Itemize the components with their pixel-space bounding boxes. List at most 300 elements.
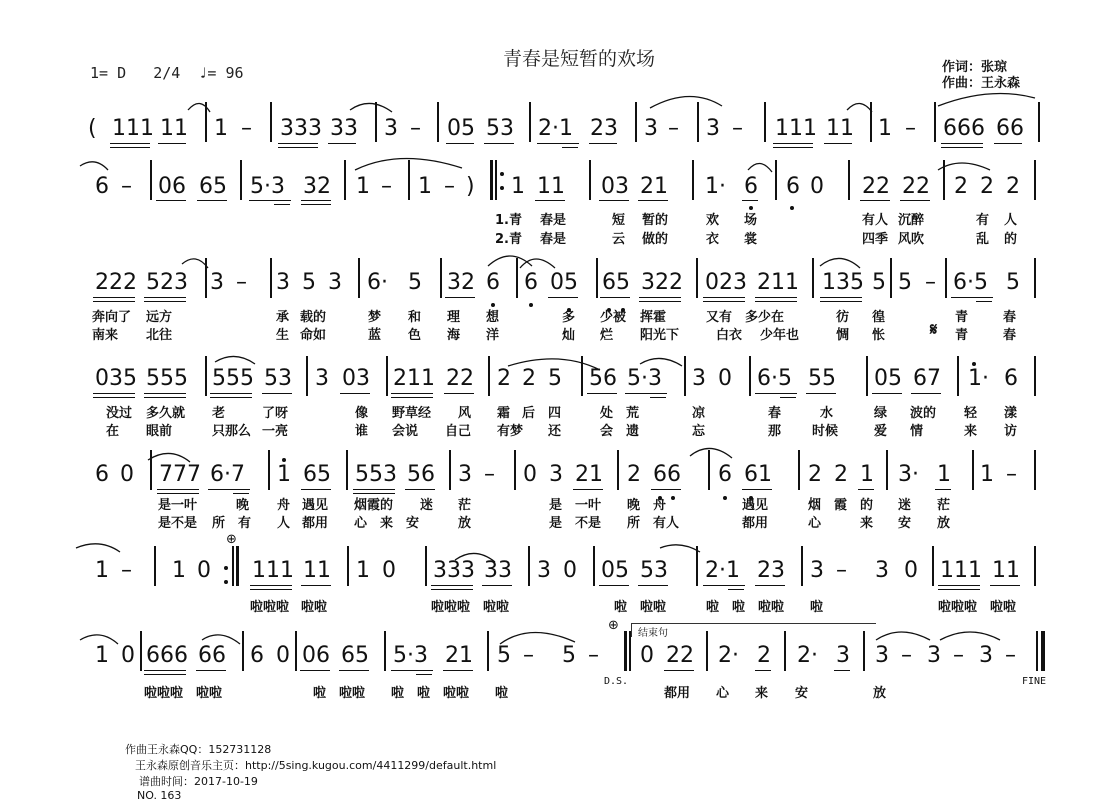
staff-row-1 [0,116,1119,150]
lyrics-row-3-verse-1 [0,306,1119,324]
beam [834,670,850,671]
note: 21 [640,174,668,199]
lyric: 啦啦啦 [250,600,290,615]
lyric: 风吹 [898,232,925,247]
bar-line [932,546,934,586]
beam [639,301,681,302]
lyric: 安 [795,686,809,701]
lyric: 彷 [836,310,850,325]
note: 1 [980,462,994,487]
note: 65 [602,270,630,295]
note: 1 [356,558,370,583]
fine-mark: FINE [1022,676,1047,687]
lyrics-row-2-verse-2 [0,228,1119,246]
lyric: 还 [548,424,562,439]
lyric: 都用 [664,686,691,701]
bar-line [581,356,583,396]
note: 1· [968,366,989,391]
note: 023 [705,270,747,295]
lyric: 眼前 [146,424,173,439]
ds-mark: D.S. [604,676,629,687]
bar-line [449,450,451,490]
note: 2· [718,643,739,668]
note: 67 [913,366,941,391]
lyric: 1.青 [495,213,522,228]
beam [144,397,186,398]
note: 1 [860,462,874,487]
beam [742,200,758,201]
note: 1 [95,558,109,583]
note: 03 [601,174,629,199]
note: 22 [446,366,474,391]
note: – [836,558,847,583]
lyric: 啦 [614,600,628,615]
note: – [241,116,252,141]
beam [93,301,135,302]
lyric: 春 [1003,310,1017,325]
note: 3 [384,116,398,141]
note: 3 [549,462,563,487]
bar-line [934,102,936,142]
lyric: 心 [808,516,822,531]
bar-line [1034,258,1036,298]
bar-line [205,356,207,396]
note: 035 [95,366,137,391]
lyric: 色 [408,328,422,343]
note: 3· [898,462,919,487]
note: 1 [937,462,951,487]
note: 3 [706,116,720,141]
note: 111 [252,558,294,583]
staff-row-7 [0,643,1119,677]
note: 3 [875,643,889,668]
lyric: 云 [612,232,626,247]
lyric: 遗 [626,424,640,439]
lyric: 四 [548,406,562,421]
lyric: 海 [447,328,461,343]
footer-homepage[interactable]: 王永森原创音乐主页：http://5sing.kugou.com/4411299/default.html [135,759,497,772]
key-tempo-info: 1= D 2/4 ♩= 96 [90,64,244,82]
lyric: 晚 [627,498,641,513]
lyric: 奔向了 [92,310,132,325]
lyric: 心 [354,516,368,531]
bar-line [375,102,377,142]
lyric: 忘 [692,424,706,439]
bar-line [945,258,947,298]
lyric: 的 [860,498,874,513]
lyric: 烟 [808,498,822,513]
note: – [484,462,495,487]
beam [156,200,186,201]
note: – [901,643,912,668]
beam [587,393,617,394]
lyric: 远方 [146,310,173,325]
bar-line [764,102,766,142]
beam [443,670,473,671]
beam [482,585,512,586]
beam [416,674,432,675]
beam [93,297,135,298]
lyric: 都用 [742,516,769,531]
lyric: 场 [744,213,758,228]
note: 32 [303,174,331,199]
beam [208,489,250,490]
lyric: 春是 [540,232,567,247]
note: 2 [627,462,641,487]
lyric: 后 [522,406,536,421]
note: 2 [808,462,822,487]
lyric: 波的 [910,406,937,421]
bar-line [812,258,814,298]
note: 555 [146,366,188,391]
footer-number: NO. 163 [137,789,182,802]
note: 555 [212,366,254,391]
beam [391,393,433,394]
final-bar [1036,631,1038,671]
staff-row-5 [0,462,1119,496]
lyric: 的 [1004,232,1018,247]
beam [938,589,980,590]
beam [638,585,668,586]
note: 6 [1004,366,1018,391]
beam [589,143,617,144]
lyric: 啦啦啦 [144,686,184,701]
note: 2 [1006,174,1020,199]
lyric: 安 [898,516,912,531]
lyric: 蓝 [368,328,382,343]
bar-line [242,631,244,671]
bar-line [437,102,439,142]
note: – [732,116,743,141]
lyric: 自己 [445,424,472,439]
lyric: 一叶 [575,498,602,513]
lyric: 晚 [236,498,250,513]
lyric: 梦 [368,310,382,325]
note: 33 [484,558,512,583]
lyric: 啦 [732,600,746,615]
beam [535,200,565,201]
note: 5 [562,643,576,668]
beam [728,589,744,590]
note: 666 [146,643,188,668]
beam [639,297,681,298]
lyric: 那 [768,424,782,439]
note: 0 [904,558,918,583]
bar-line [344,160,346,200]
bar-line [1038,102,1040,142]
lyric: 衣 [706,232,720,247]
staff-row-2 [0,174,1119,208]
note: 05 [550,270,578,295]
beam [780,397,796,398]
note: 111 [940,558,982,583]
note: 11 [537,174,565,199]
beam [650,397,666,398]
lyric: 多 [562,310,576,325]
note: 3 [836,643,850,668]
beam [938,585,980,586]
ending-label: 结束句 [638,628,668,639]
lyrics-row-7 [0,682,1119,700]
beam [278,143,318,144]
beam [755,301,797,302]
beam [110,147,150,148]
lyric: 啦啦 [758,600,785,615]
final-bar [1041,631,1045,671]
lyric: 心 [716,686,730,701]
lyric: 水 [820,406,834,421]
lyric: 轻 [964,406,978,421]
lyric: 在 [106,424,120,439]
bar-line [696,546,698,586]
beam [806,393,836,394]
bar-line [205,102,207,142]
footer-composer: 作曲王永森QQ：152731128 [125,743,272,756]
note: 0 [121,643,135,668]
note: 1 [95,643,109,668]
note: 05 [874,366,902,391]
note: 5 [898,270,912,295]
note: 0 [640,643,654,668]
lyric: 来 [380,516,394,531]
lyric: 啦啦啦 [938,600,978,615]
note: – [523,643,534,668]
bar-line [1034,450,1036,490]
note: 211 [393,366,435,391]
note: 5 [408,270,422,295]
note: 5 [872,270,886,295]
beam [703,585,745,586]
repeat-bar [232,546,234,586]
note: 222 [95,270,137,295]
staff-row-6 [0,558,1119,592]
bar-line [150,160,152,200]
lyric: 了呀 [262,406,289,421]
note: 3 [875,558,889,583]
lyric: 裳 [744,232,758,247]
composer-credit: 作曲：王永森 [942,76,1021,91]
note: 05 [601,558,629,583]
lyric: 会 [600,424,614,439]
bar-line [384,631,386,671]
beam [339,670,369,671]
note: 333 [280,116,322,141]
staff-row-3 [0,270,1119,304]
beam [197,200,227,201]
bar-line [268,450,270,490]
lyric: 不是 [575,516,602,531]
note: – [588,643,599,668]
lyric: 舟 [277,498,291,513]
note: ) [466,174,475,199]
lyric: 茫 [937,498,951,513]
lyric: 老 [212,406,226,421]
lyric: 暂的 [642,213,669,228]
bar-line [295,631,297,671]
double-bar [624,631,627,671]
note: – [236,270,247,295]
beam [994,143,1022,144]
lyric: 来 [964,424,978,439]
beam [820,301,862,302]
note: 6 [524,270,538,295]
note: 5 [497,643,511,668]
lyric: 霞 [834,498,848,513]
lyric: 放 [873,686,887,701]
lyric: 没过 [106,406,133,421]
note: 0 [382,558,396,583]
note: 1· [705,174,726,199]
lyric: 啦 [417,686,431,701]
repeat-bar [490,160,493,200]
bar-line [140,631,142,671]
note: – [953,643,964,668]
note: 11 [826,116,854,141]
bar-line [775,160,777,200]
beam [755,585,785,586]
lyric: 霜 [497,406,511,421]
beam [353,489,395,490]
beam [278,147,318,148]
bar-line [1034,160,1036,200]
lyric: 都用 [302,516,329,531]
note: 23 [590,116,618,141]
bar-line [1034,546,1036,586]
lyric: 北往 [146,328,173,343]
lyric: 又有 [706,310,733,325]
bar-line [408,160,410,200]
bar-line [358,258,360,298]
beam [664,670,694,671]
beam [431,589,473,590]
beam [431,585,473,586]
beam [638,200,668,201]
note: 2 [757,643,771,668]
double-bar [629,631,631,671]
note: 03 [342,366,370,391]
note: 135 [822,270,864,295]
lyric: 所 [627,516,641,531]
lyric: 青 [955,328,969,343]
bar-line [801,546,803,586]
lyric: 啦啦 [990,600,1017,615]
beam [820,297,862,298]
note: 523 [146,270,188,295]
lyric: 阳光下 [640,328,680,343]
note: 53 [640,558,668,583]
beam [446,143,474,144]
beam [599,200,629,201]
bar-line [270,258,272,298]
lyric: 安 [406,516,420,531]
lyric: 理 [447,310,461,325]
lyric: 啦啦 [196,686,223,701]
bar-line [708,450,710,490]
note: 2 [954,174,968,199]
bar-line [848,160,850,200]
note: 6 [250,643,264,668]
coda-icon: ⊕ [608,618,619,633]
beam [651,489,681,490]
bar-line [1034,356,1036,396]
beam [144,674,186,675]
lyric: 命如 [300,328,327,343]
beam [573,489,603,490]
beam [900,200,930,201]
note: – [905,116,916,141]
lyric: 欢 [706,213,720,228]
bar-line [957,356,959,396]
note: 06 [302,643,330,668]
beam [110,143,150,144]
note: 11 [992,558,1020,583]
bar-line [270,102,272,142]
note: 3 [979,643,993,668]
note: ( [88,116,97,141]
beam [625,393,667,394]
lyric: 承 [276,310,290,325]
octave-dot [972,362,976,366]
lyric: 迷 [898,498,912,513]
note: 111 [112,116,154,141]
beam [301,585,331,586]
beam [93,393,135,394]
note: – [410,116,421,141]
lyric: 青 [955,310,969,325]
bar-line [514,450,516,490]
beam [548,297,578,298]
staff-row-4 [0,366,1119,400]
note: 2 [980,174,994,199]
note: 66 [198,643,226,668]
bar-line [596,258,598,298]
lyric: 啦 [706,600,720,615]
beam [773,147,813,148]
bar-line [706,631,708,671]
lyrics-row-5-verse-1 [0,494,1119,512]
note: 211 [757,270,799,295]
footer [118,728,496,802]
note: 1 [878,116,892,141]
beam [444,393,474,394]
note: – [444,174,455,199]
note: 1 [172,558,186,583]
note: 53 [264,366,292,391]
lyric: 人 [277,516,291,531]
note: 21 [575,462,603,487]
beam [405,489,435,490]
lyric: 遇见 [742,498,769,513]
note: 65 [303,462,331,487]
note: 3 [328,270,342,295]
note: 5 [302,270,316,295]
lyric: 来 [755,686,769,701]
beam [301,489,331,490]
beam [755,297,797,298]
note: 3 [692,366,706,391]
lyric: 有 [976,213,990,228]
bar-line [487,631,489,671]
lyric: 少被 [600,310,627,325]
note: 6·5 [953,270,988,295]
lyrics-row-5-verse-2 [0,512,1119,530]
beam [250,589,292,590]
bar-line [425,546,427,586]
lyric: 多少在 [745,310,785,325]
note: 3 [810,558,824,583]
bar-line [386,356,388,396]
note: 21 [445,643,473,668]
